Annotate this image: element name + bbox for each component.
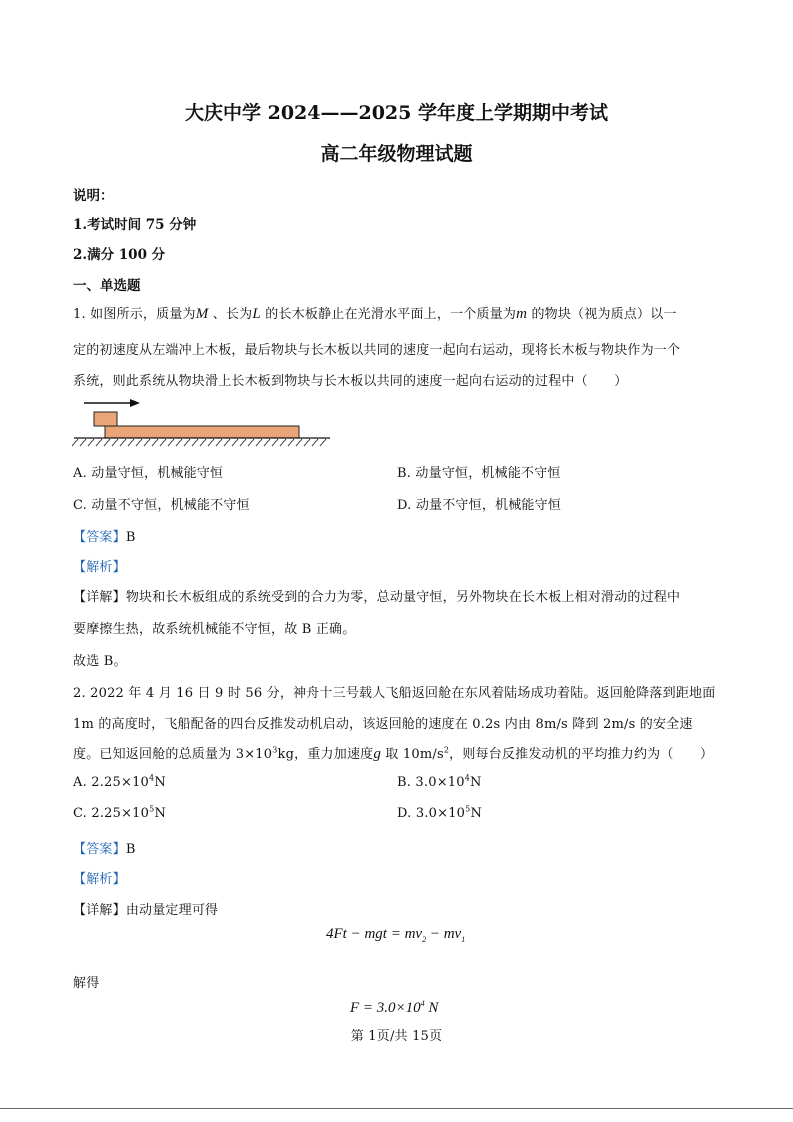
q2-detail-tag: 【详解】: [73, 903, 126, 918]
q2-text-b: kg，重力加速度: [277, 747, 374, 762]
q1-text-a: 1. 如图所示，质量为: [73, 307, 196, 322]
q1-answer-value: B: [125, 530, 136, 545]
q2-exp-mass: 3: [272, 745, 278, 755]
q2-text-c: 取 10m/s: [381, 747, 444, 762]
q1-option-b: B. 动量守恒，机械能不守恒: [397, 466, 561, 481]
q1-detail-tag: 【详解】: [73, 590, 126, 605]
q2-line2: 1m 的高度时，飞船配备的四台反推发动机启动，该返回舱的速度在 0.2s 内由 8m/s 降到 2m/s 的安全速: [73, 717, 693, 732]
q2-text-d: ，则每台反推发动机的平均推力约为（ ）: [449, 747, 714, 762]
q1-var-m: m: [516, 306, 528, 322]
q1-var-L: L: [252, 306, 261, 322]
q1-detail-line2: 要摩擦生热，故系统机械能不守恒，故 B 正确。: [73, 622, 356, 637]
q2-line1: 2. 2022 年 4 月 16 日 9 时 56 分，神舟十三号载人飞船返回舱在东风着陆场成功着陆。返回舱降落到距地面: [73, 686, 716, 701]
q2-option-c-base: C. 2.25×10: [73, 806, 150, 821]
q2-analysis-tag: 【解析】: [73, 872, 126, 887]
q1-text-b: 、长为: [208, 307, 253, 322]
page-subtitle: 高二年级物理试题: [320, 143, 473, 165]
q2-exp-g: 2: [443, 745, 450, 755]
q2-var-g: g: [373, 746, 382, 762]
q1-option-d: D. 动量不守恒，机械能守恒: [397, 498, 562, 513]
equation-momentum-lhs: 4Ft − mgt = mv: [326, 926, 423, 942]
bottom-divider: [0, 1108, 793, 1109]
ground-hatch: [72, 439, 326, 446]
equation-momentum-mid: − mv: [426, 926, 462, 942]
q1-text-c: 的长木板静止在光滑水平面上，一个质量为: [260, 307, 517, 322]
q1-text-d: 的物块（视为质点）以一: [527, 307, 677, 322]
q2-option-d: [397, 806, 482, 821]
notes-item-time: 1.考试时间 75 分钟: [73, 217, 197, 233]
velocity-arrow-icon: [84, 399, 140, 407]
q1-option-a: A. 动量守恒，机械能守恒: [73, 466, 224, 481]
q2-option-d-base: D. 3.0×10: [397, 806, 466, 821]
page-title: 大庆中学 2024——2025 学年度上学期期中考试: [185, 102, 608, 124]
q1-line1: [73, 303, 677, 323]
equation-result-exp: 4: [420, 999, 425, 1008]
q2-option-c-exp: 5: [149, 804, 155, 814]
q1-answer-tag: 【答案】: [73, 530, 126, 545]
equation-result-base: F = 3.0×10: [350, 1000, 421, 1016]
board-shape: [105, 426, 299, 438]
q2-detail-text: 由动量定理可得: [125, 903, 219, 918]
q1-analysis-tag: 【解析】: [73, 560, 126, 575]
notes-item-score: 2.满分 100 分: [73, 247, 166, 263]
page-number: 第 1页/共 15页: [350, 1029, 443, 1044]
q1-line2: 定的初速度从左端冲上木板，最后物块与长木板以共同的速度一起向右运动，现将长木板与物块作为一个: [73, 343, 681, 358]
equation-sub-1: 1: [461, 935, 466, 944]
q1-detail-text: 物块和长木板组成的系统受到的合力为零，总动量守恒，另外物块在长木板上相对滑动的过程中: [125, 590, 681, 605]
equation-result-unit: N: [424, 1000, 439, 1016]
equation-momentum: [326, 926, 465, 943]
q2-option-a-base: A. 2.25×10: [73, 775, 150, 790]
q2-text-a: 度。已知返回舱的总质量为 3×10: [73, 747, 273, 762]
q2-option-a-unit: N: [154, 775, 166, 790]
q1-var-M: M: [195, 306, 209, 322]
q1-option-c: C. 动量不守恒，机械能不守恒: [73, 498, 250, 513]
q2-line3: [73, 743, 713, 763]
q2-option-a: [73, 775, 166, 790]
q1-line3: 系统，则此系统从物块滑上长木板到物块与长木板以共同的速度一起向右运动的过程中（ ）: [73, 374, 628, 389]
q2-answer: [73, 838, 136, 857]
q1-answer: [73, 526, 136, 545]
q2-answer-value: B: [125, 842, 136, 857]
q2-option-b: [397, 775, 482, 790]
q2-option-d-unit: N: [470, 806, 483, 821]
section-heading: 一、单选题: [73, 278, 141, 294]
q2-option-b-unit: N: [470, 775, 482, 790]
q2-option-d-exp: 5: [465, 804, 471, 814]
q2-detail: [73, 899, 218, 918]
q1-conclusion: 故选 B。: [73, 654, 127, 669]
q2-solve-text: 解得: [73, 976, 100, 991]
q1-detail-line1: [73, 586, 680, 605]
q2-option-c: [73, 806, 166, 821]
board-block-figure: [72, 395, 334, 450]
block-shape: [94, 412, 117, 426]
notes-heading: 说明：: [73, 188, 114, 204]
q2-option-b-exp: 4: [464, 773, 471, 783]
equation-sub-2: 2: [422, 935, 427, 944]
q2-option-a-exp: 4: [149, 773, 155, 783]
q2-option-c-unit: N: [154, 806, 167, 821]
equation-result: [350, 1000, 438, 1017]
q2-answer-tag: 【答案】: [73, 842, 126, 857]
q2-option-b-base: B. 3.0×10: [397, 775, 465, 790]
